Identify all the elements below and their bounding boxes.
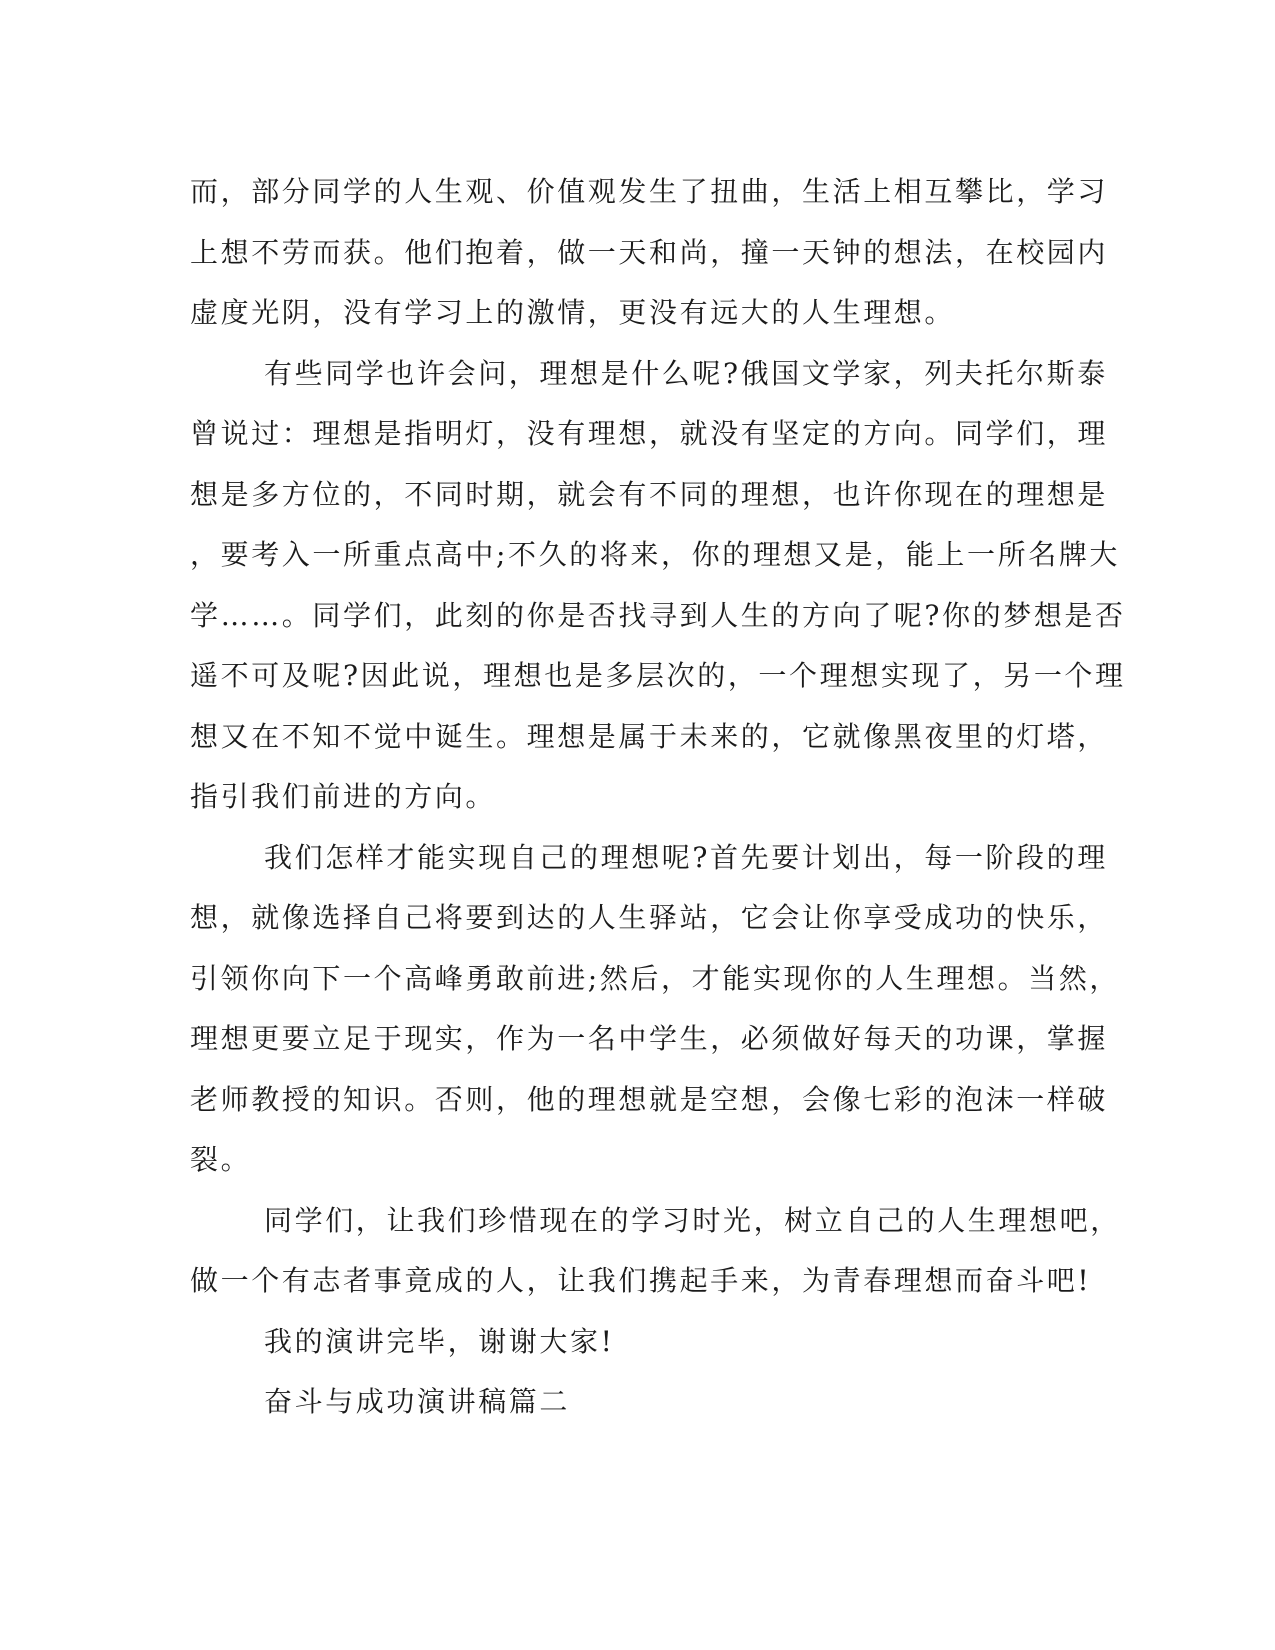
text-line: 老师教授的知识。否则，他的理想就是空想，会像七彩的泡沫一样破 xyxy=(190,1082,1109,1116)
text-line: 指引我们前进的方向。 xyxy=(190,780,497,813)
text-line: 学……。同学们，此刻的你是否找寻到人生的方向了呢?你的梦想是否 xyxy=(190,598,1126,632)
text-line: 遥不可及呢?因此说，理想也是多层次的，一个理想实现了，另一个理 xyxy=(190,659,1126,692)
section-heading: 奋斗与成功演讲稿篇二 xyxy=(264,1385,571,1418)
paragraph-first-line: 我们怎样才能实现自己的理想呢?首先要计划出，每一阶段的理 xyxy=(264,840,1108,874)
text-line: 而，部分同学的人生观、价值观发生了扭曲，生活上相互攀比，学习 xyxy=(190,175,1109,208)
paragraph-first-line: 同学们，让我们珍惜现在的学习时光，树立自己的人生理想吧， xyxy=(264,1203,1121,1237)
text-line: 裂。 xyxy=(190,1143,252,1176)
text-line: 想是多方位的，不同时期，就会有不同的理想，也许你现在的理想是 xyxy=(190,477,1109,511)
text-line: 做一个有志者事竟成的人，让我们携起手来，为青春理想而奋斗吧! xyxy=(190,1264,1092,1297)
text-line: ，要考入一所重点高中;不久的将来，你的理想又是，能上一所名牌大 xyxy=(190,538,1121,571)
text-line: 曾说过：理想是指明灯，没有理想，就没有坚定的方向。同学们，理 xyxy=(190,417,1109,450)
text-line: 想又在不知不觉中诞生。理想是属于未来的，它就像黑夜里的灯塔， xyxy=(190,719,1109,753)
text-line: 引领你向下一个高峰勇敢前进;然后，才能实现你的人生理想。当然， xyxy=(190,961,1121,995)
closing-line: 我的演讲完毕，谢谢大家! xyxy=(264,1324,615,1358)
text-line: 想，就像选择自己将要到达的人生驿站，它会让你享受成功的快乐， xyxy=(190,901,1109,934)
text-line: 上想不劳而获。他们抱着，做一天和尚，撞一天钟的想法，在校园内 xyxy=(190,235,1109,269)
paragraph-first-line: 有些同学也许会问，理想是什么呢?俄国文学家，列夫托尔斯泰 xyxy=(264,356,1108,390)
text-line: 理想更要立足于现实，作为一名中学生，必须做好每天的功课，掌握 xyxy=(190,1022,1109,1055)
text-line: 虚度光阴，没有学习上的激情，更没有远大的人生理想。 xyxy=(190,296,956,329)
document-body xyxy=(190,162,1126,1433)
